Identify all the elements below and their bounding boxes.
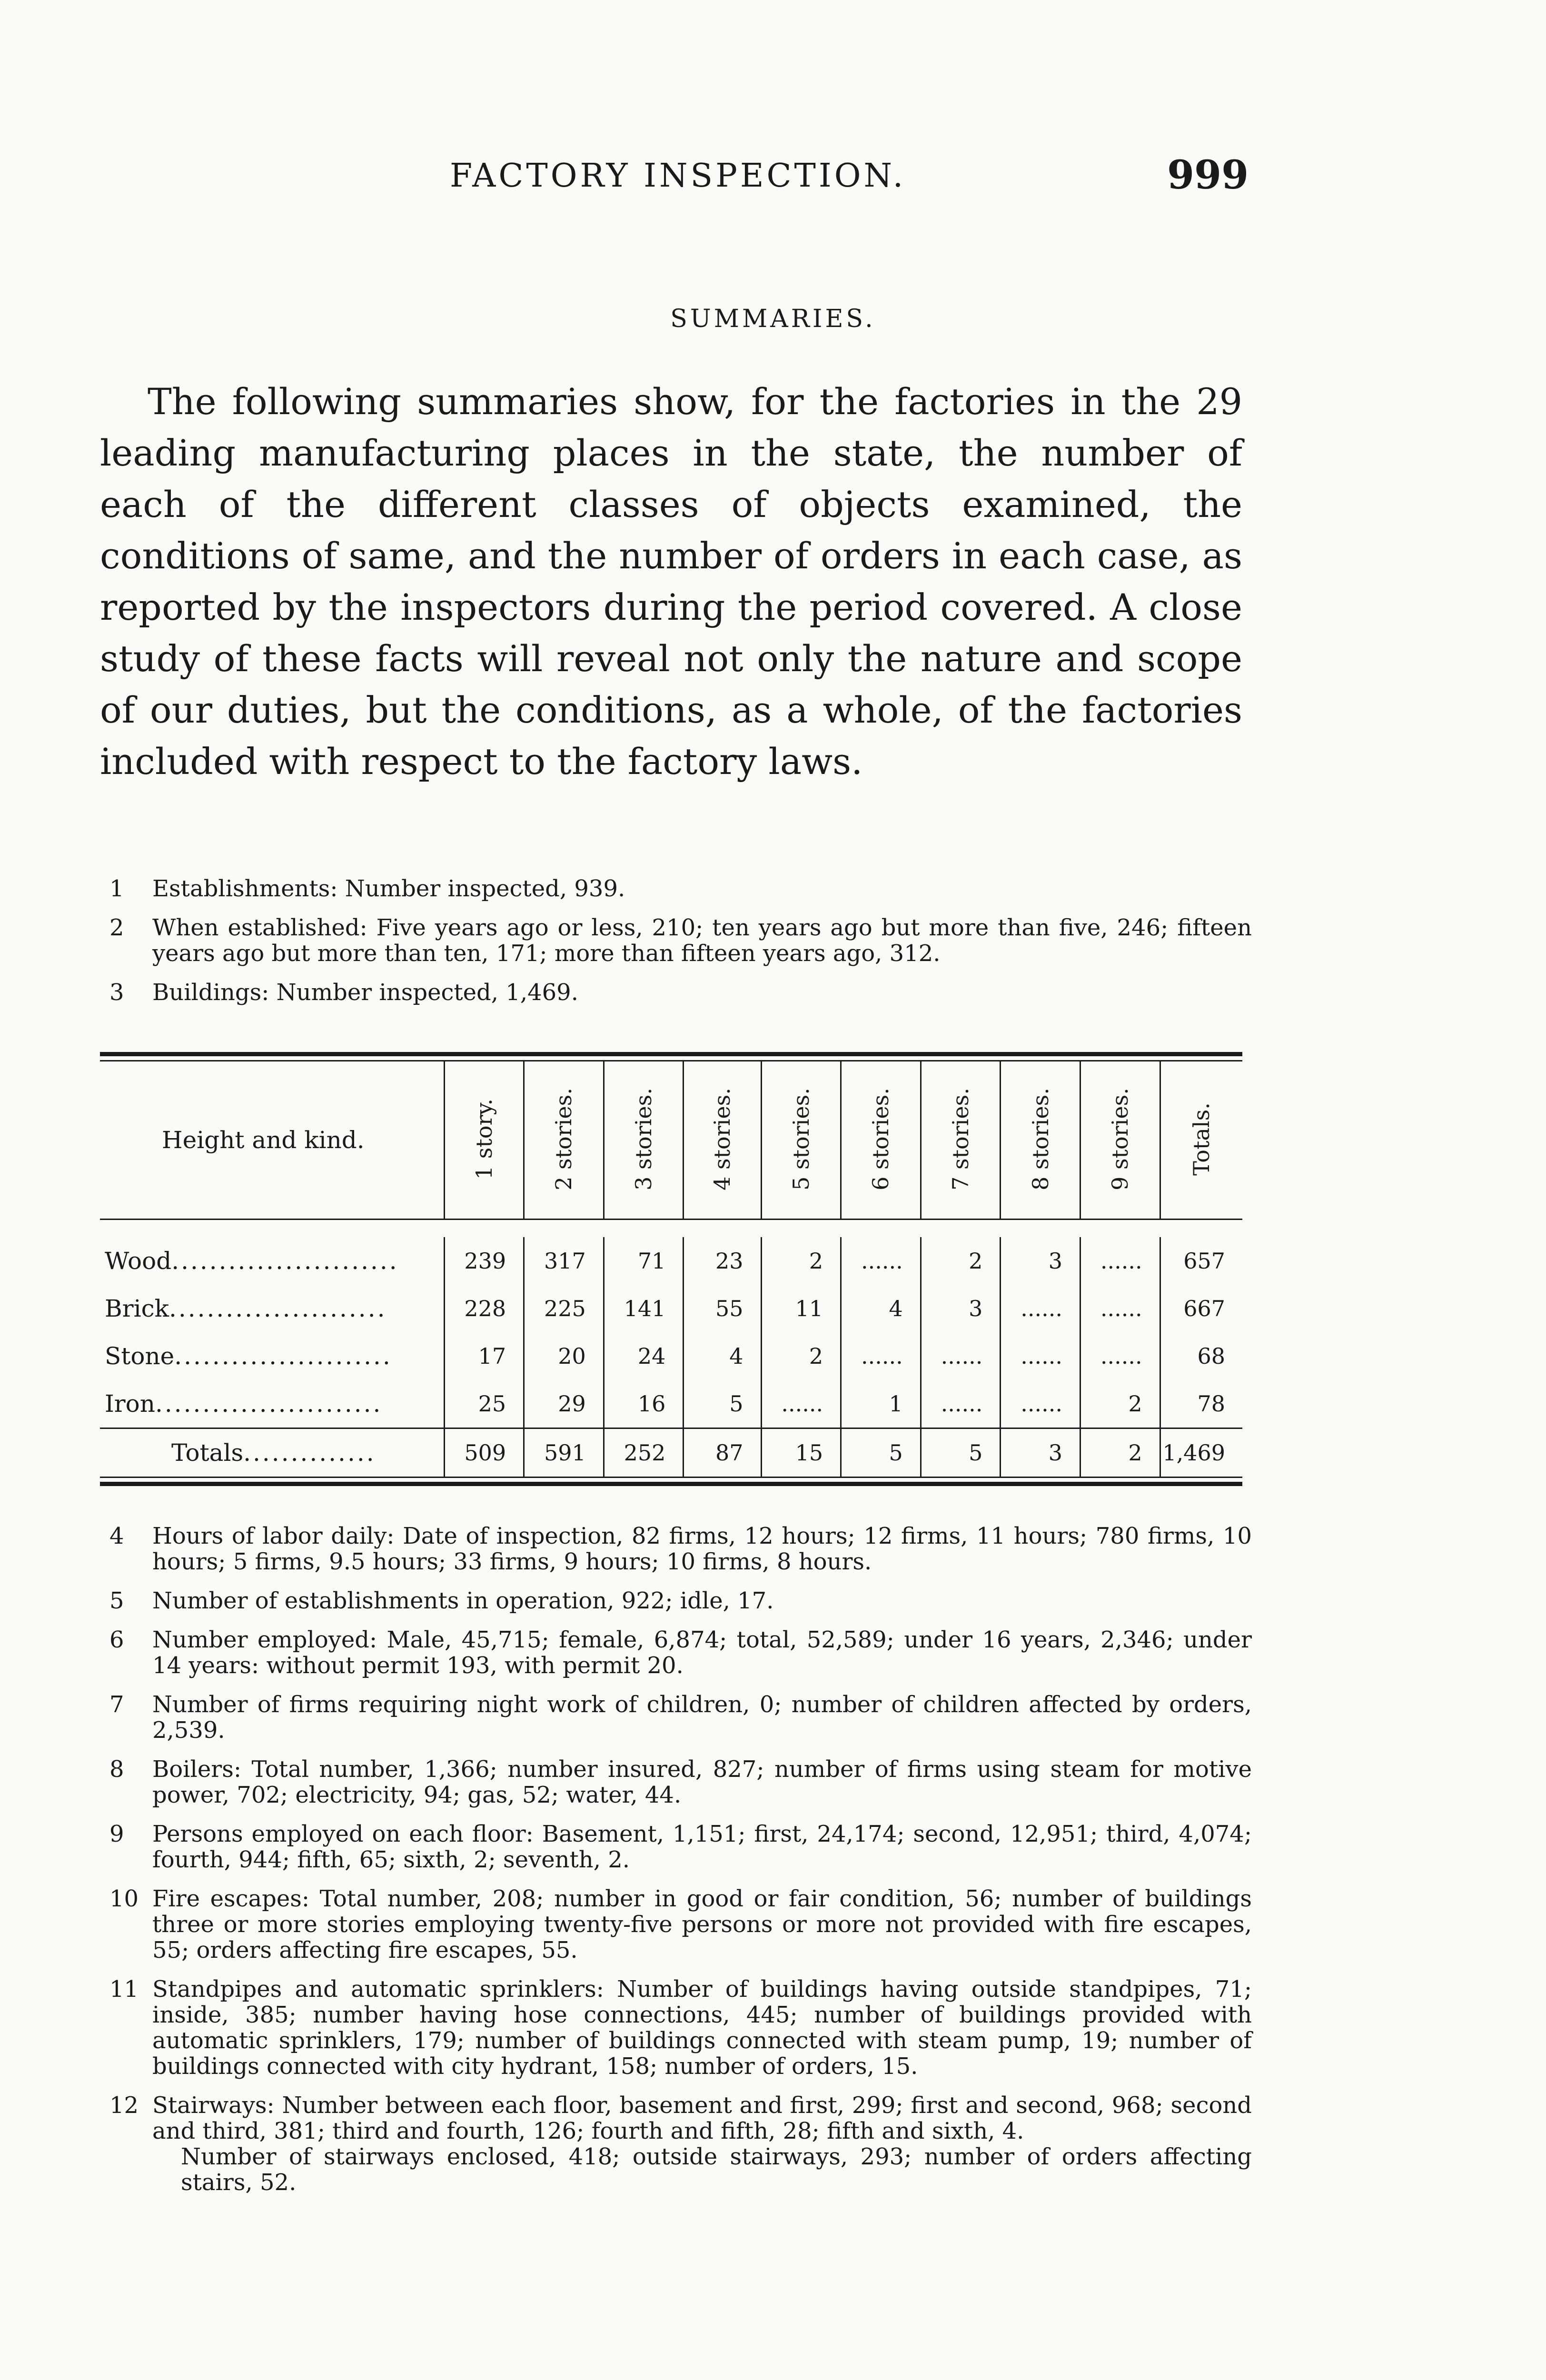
list-item [109, 1756, 1252, 1808]
item-text: When established: Five years ago or less, 210; ten years ago but more than five, 246; fifteen years ago but more than ten, 171; more than fifteen years ago, 312. [152, 914, 1252, 967]
table-cell: 2 [1080, 1428, 1160, 1477]
column-header-label: 8 stories. [1027, 1088, 1053, 1190]
item-number: 11 [109, 1976, 139, 2003]
table-cell: 5 [841, 1428, 921, 1477]
table-cell: ...... [1001, 1380, 1080, 1428]
table-row [100, 1237, 1242, 1285]
intro-text: The following summaries show, for the factories in the 29 leading manufacturing places in the state, the number of each of the different classes of objects examined, the conditions of same, and the number of orders in each case, as reported by the inspectors during the period covered. A close study of these facts will reveal not only the nature and scope of our duties, but the conditions, as a whole, of the factories included with respect to the factory laws. [100, 380, 1242, 783]
table-cell: 657 [1160, 1237, 1242, 1285]
row-label [100, 1237, 444, 1285]
row-label-text: Iron [105, 1390, 155, 1418]
table-cell: 29 [524, 1380, 604, 1428]
list-item [109, 1692, 1252, 1743]
header-separator [100, 1220, 1242, 1238]
list-item [109, 1821, 1252, 1873]
column-header-label: 7 stories. [948, 1088, 974, 1190]
item-text: Number employed: Male, 45,715; female, 6,874; total, 52,589; under 16 years, 2,346; under 14 years: without permit 193, with permit 20. [152, 1626, 1252, 1679]
column-header [921, 1061, 1001, 1220]
leader-dots: ....................... [174, 1342, 392, 1370]
table-cell: 5 [684, 1380, 761, 1428]
table-row [100, 1332, 1242, 1380]
table-cell: ...... [921, 1380, 1001, 1428]
list-item [109, 1523, 1252, 1575]
item-text: Fire escapes: Total number, 208; number in good or fair condition, 56; number of buildings three or more stories employing twenty-five persons or more not provided with fire escapes, 55; orders affecting fire escapes, 55. [152, 1885, 1252, 1964]
table-cell: 239 [444, 1237, 524, 1285]
leader-dots: .............. [243, 1439, 376, 1467]
table-cell: 2 [761, 1332, 841, 1380]
table-cell: ...... [921, 1332, 1001, 1380]
list-item [109, 1627, 1252, 1678]
table-cell: 17 [444, 1332, 524, 1380]
item-text-main: Stairways: Number between each floor, basement and first, 299; first and second, 968; second and third, 381; third and fourth, 126; fourth and fifth, 28; fifth and sixth, 4. [152, 2092, 1252, 2144]
column-header [841, 1061, 921, 1220]
list-item [109, 980, 1252, 1005]
table-cell: 5 [921, 1428, 1001, 1477]
table-cell: 225 [524, 1285, 604, 1332]
column-header [1080, 1061, 1160, 1220]
stub-header: Height and kind. [162, 1126, 365, 1154]
table-cell: ...... [1001, 1332, 1080, 1380]
item-number: 3 [109, 979, 124, 1006]
row-label-text: Totals [171, 1439, 244, 1467]
table-cell: 317 [524, 1237, 604, 1285]
row-label [100, 1285, 444, 1332]
row-label [100, 1332, 444, 1380]
table-cell: 16 [604, 1380, 684, 1428]
table-cell: 4 [684, 1332, 761, 1380]
list-item [109, 1588, 1252, 1614]
intro-paragraph [100, 376, 1242, 787]
table-cell: 87 [684, 1428, 761, 1477]
column-header [1160, 1061, 1242, 1220]
items-bottom-list [109, 1523, 1252, 2209]
table-header-row [100, 1061, 1242, 1220]
table-row [100, 1380, 1242, 1428]
column-header-label: 1 story. [471, 1098, 497, 1180]
list-item [109, 915, 1252, 966]
row-label [100, 1380, 444, 1428]
section-title: SUMMARIES. [670, 305, 876, 333]
table-cell: 667 [1160, 1285, 1242, 1332]
table-cell: 11 [761, 1285, 841, 1332]
table-cell: 141 [604, 1285, 684, 1332]
item-number: 5 [109, 1587, 124, 1614]
column-header [524, 1061, 604, 1220]
table-cell: 252 [604, 1428, 684, 1477]
page-header [0, 152, 1546, 224]
item-text: Number of establishments in operation, 922; idle, 17. [152, 1587, 774, 1614]
table-cell: 509 [444, 1428, 524, 1477]
table-cell: ...... [1080, 1285, 1160, 1332]
table-cell: 2 [921, 1237, 1001, 1285]
column-header-label: 2 stories. [551, 1088, 577, 1190]
item-text: Establishments: Number inspected, 939. [152, 875, 625, 902]
column-header [444, 1061, 524, 1220]
totals-row [100, 1428, 1242, 1477]
table-cell: 3 [1001, 1237, 1080, 1285]
item-text: Standpipes and automatic sprinklers: Number of buildings having outside standpipes, 71; inside, 385; number having hose connections, 445; number of buildings provided with automatic sprinklers, 179; number of buildings connected with steam pump, 19; number of buildings connected with city hydrant, 158; number of orders, 15. [152, 1976, 1252, 2080]
list-item [109, 876, 1252, 902]
list-item [109, 2092, 1252, 2195]
item-number: 10 [109, 1885, 139, 1912]
table-cell: ...... [1080, 1237, 1160, 1285]
row-label-text: Brick [105, 1295, 169, 1322]
table-cell: 228 [444, 1285, 524, 1332]
column-header-label: 9 stories. [1107, 1088, 1133, 1190]
item-text: Number of firms requiring night work of children, 0; number of children affected by orders, 2,539. [152, 1691, 1252, 1744]
table-cell: ...... [1080, 1332, 1160, 1380]
table-cell: 20 [524, 1332, 604, 1380]
running-title: FACTORY INSPECTION. [450, 157, 906, 195]
item-number: 6 [109, 1626, 124, 1653]
table-top-rule [100, 1052, 1242, 1061]
table-cell: 3 [1001, 1428, 1080, 1477]
item-text: Persons employed on each floor: Basement, 1,151; first, 24,174; second, 12,951; third, 4,074; fourth, 944; fifth, 65; sixth, 2; seventh, 2. [152, 1821, 1252, 1873]
table-cell: 15 [761, 1428, 841, 1477]
table-cell: 68 [1160, 1332, 1242, 1380]
table-cell: 2 [761, 1237, 841, 1285]
item-number: 2 [109, 914, 124, 941]
table-cell: ...... [841, 1237, 921, 1285]
item-number: 1 [109, 875, 124, 902]
list-item [109, 1886, 1252, 1963]
table-cell: 78 [1160, 1380, 1242, 1428]
leader-dots: ........................ [155, 1390, 383, 1418]
column-header [761, 1061, 841, 1220]
leader-dots: ....................... [168, 1295, 387, 1322]
column-header [1001, 1061, 1080, 1220]
item-number: 12 [109, 2092, 139, 2119]
table-bottom-rule [100, 1477, 1242, 1486]
leader-dots: ........................ [171, 1247, 399, 1275]
column-header-label: 3 stories. [631, 1088, 657, 1190]
table-cell: ...... [1001, 1285, 1080, 1332]
table-cell: 55 [684, 1285, 761, 1332]
table-cell: 24 [604, 1332, 684, 1380]
table-cell: 25 [444, 1380, 524, 1428]
item-number: 9 [109, 1821, 124, 1847]
item-text: Boilers: Total number, 1,366; number insured, 827; number of firms using steam for motive power, 702; electricity, 94; gas, 52; water, 44. [152, 1756, 1252, 1808]
table-cell: 1 [841, 1380, 921, 1428]
table-cell: ...... [761, 1380, 841, 1428]
column-header [604, 1061, 684, 1220]
item-text: Hours of labor daily: Date of inspection, 82 firms, 12 hours; 12 firms, 11 hours; 780 firms, 10 hours; 5 firms, 9.5 hours; 33 firms, 9 hours; 10 firms, 8 hours. [152, 1523, 1252, 1575]
item-text-continued: Number of stairways enclosed, 418; outside stairways, 293; number of orders affecting stairs, 52. [181, 2143, 1252, 2196]
row-label-text: Stone [105, 1342, 175, 1370]
items-top-list [109, 876, 1252, 1019]
page-number: 999 [1167, 152, 1249, 198]
table-row [100, 1285, 1242, 1332]
item-number: 7 [109, 1691, 124, 1718]
column-header [684, 1061, 761, 1220]
item-number: 4 [109, 1523, 124, 1549]
table-cell: 4 [841, 1285, 921, 1332]
buildings-table [100, 1052, 1242, 1486]
table-cell: 591 [524, 1428, 604, 1477]
row-label [100, 1428, 444, 1477]
item-text [152, 2092, 1252, 2195]
table-cell: 71 [604, 1237, 684, 1285]
item-number: 8 [109, 1756, 124, 1783]
table-cell: 23 [684, 1237, 761, 1285]
row-label-text: Wood [105, 1247, 172, 1275]
column-header-label: 5 stories. [788, 1088, 814, 1190]
column-header-label: 6 stories. [868, 1088, 894, 1190]
table-cell: ...... [841, 1332, 921, 1380]
column-header-label: 4 stories. [709, 1088, 735, 1190]
list-item [109, 1976, 1252, 2079]
item-text: Buildings: Number inspected, 1,469. [152, 979, 578, 1006]
table-cell: 3 [921, 1285, 1001, 1332]
table-cell: 1,469 [1160, 1428, 1242, 1477]
column-header-label: Totals. [1189, 1102, 1215, 1176]
table-cell: 2 [1080, 1380, 1160, 1428]
